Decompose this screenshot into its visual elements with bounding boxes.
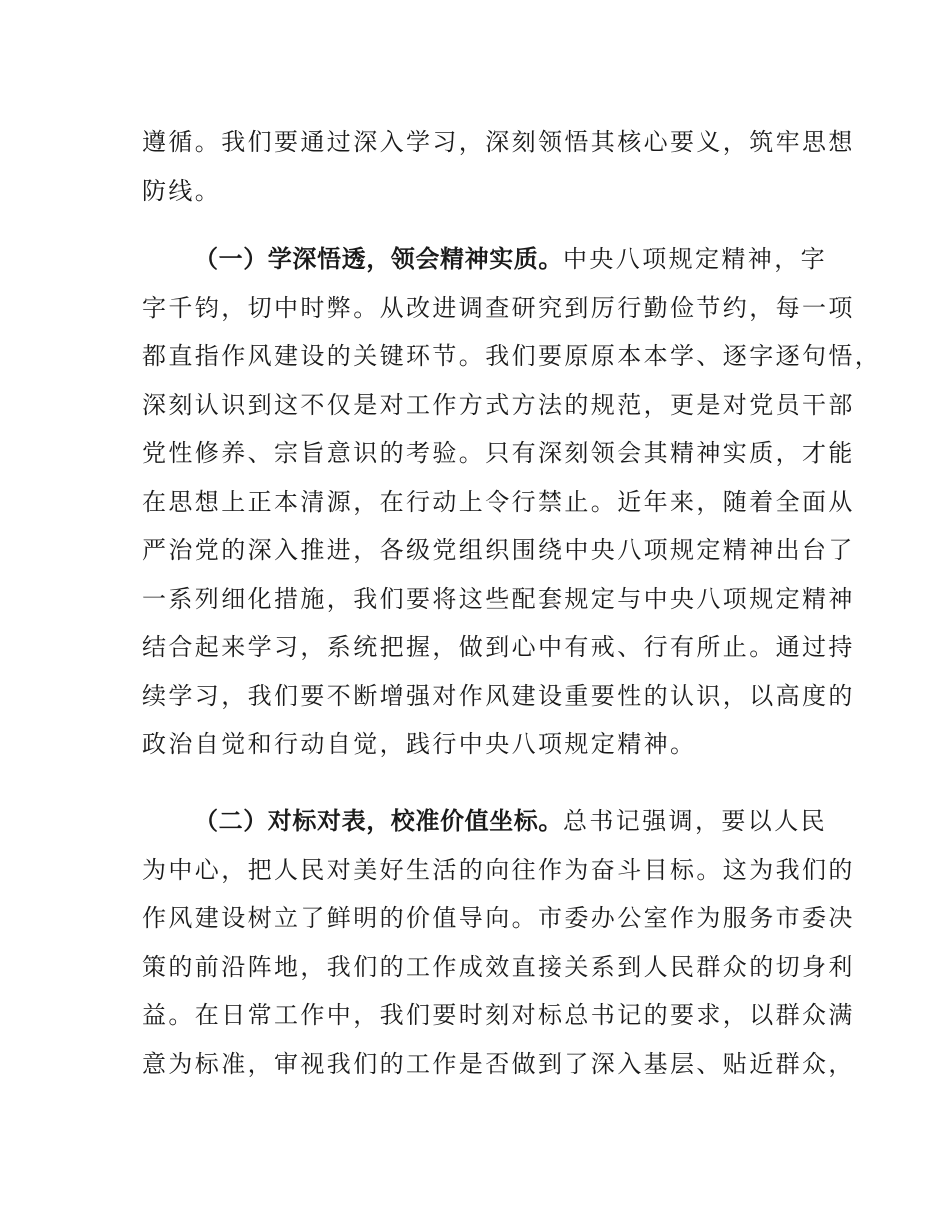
text-line: 作风建设树立了鲜明的价值导向。市委办公室作为服务市委决 (142, 904, 855, 932)
text-line: 在思想上正本清源，在行动上令行禁止。近年来，随着全面从 (142, 487, 855, 516)
section-heading-two: （二）对标对表，校准价值坐标。 (194, 807, 563, 835)
text-line: 结合起来学习，系统把握，做到心中有戒、行有所止。通过持 (142, 633, 855, 661)
text-line: 都直指作风建设的关键环节。我们要原原本本学、逐字逐句悟， (142, 342, 882, 370)
text-line-rest: 中央八项规定精神，字 (563, 245, 827, 273)
paragraph-continuation (142, 118, 855, 215)
text-line: 为中心，把人民对美好生活的向往作为奋斗目标。这为我们的 (142, 855, 855, 884)
text-line: 严治党的深入推进，各级党组织围绕中央八项规定精神出台了 (142, 536, 855, 564)
paragraph-section-one (142, 235, 882, 769)
text-line: 策的前沿阵地，我们的工作成效直接关系到人民群众的切身利 (142, 952, 855, 981)
text-line: 益。在日常工作中，我们要时刻对标总书记的要求，以群众满 (142, 1001, 855, 1029)
text-line-rest: 总书记强调，要以人民 (563, 807, 827, 835)
text-line: 遵循。我们要通过深入学习，深刻领悟其核心要义，筑牢思想 (142, 128, 855, 156)
text-line: 党性修养、宗旨意识的考验。只有深刻领会其精神实质，才能 (142, 439, 855, 467)
text-line-first (142, 797, 827, 846)
text-line: 一系列细化措施，我们要将这些配套规定与中央八项规定精神 (142, 584, 855, 613)
text-line: 字千钧，切中时弊。从改进调查研究到厉行勤俭节约，每一项 (142, 293, 855, 322)
text-line: 续学习，我们要不断增强对作风建设重要性的认识，以高度的 (142, 681, 855, 710)
text-line: 政治自觉和行动自觉，践行中央八项规定精神。 (142, 730, 697, 758)
text-line-first (142, 235, 827, 284)
text-line: 深刻认识到这不仅是对工作方式方法的规范，更是对党员干部 (142, 390, 855, 419)
text-line: 防线。 (142, 176, 222, 205)
text-line: 意为标准，审视我们的工作是否做到了深入基层、贴近群众， (142, 1049, 855, 1078)
section-heading-one: （一）学深悟透，领会精神实质。 (194, 245, 563, 273)
paragraph-section-two (142, 797, 855, 1088)
